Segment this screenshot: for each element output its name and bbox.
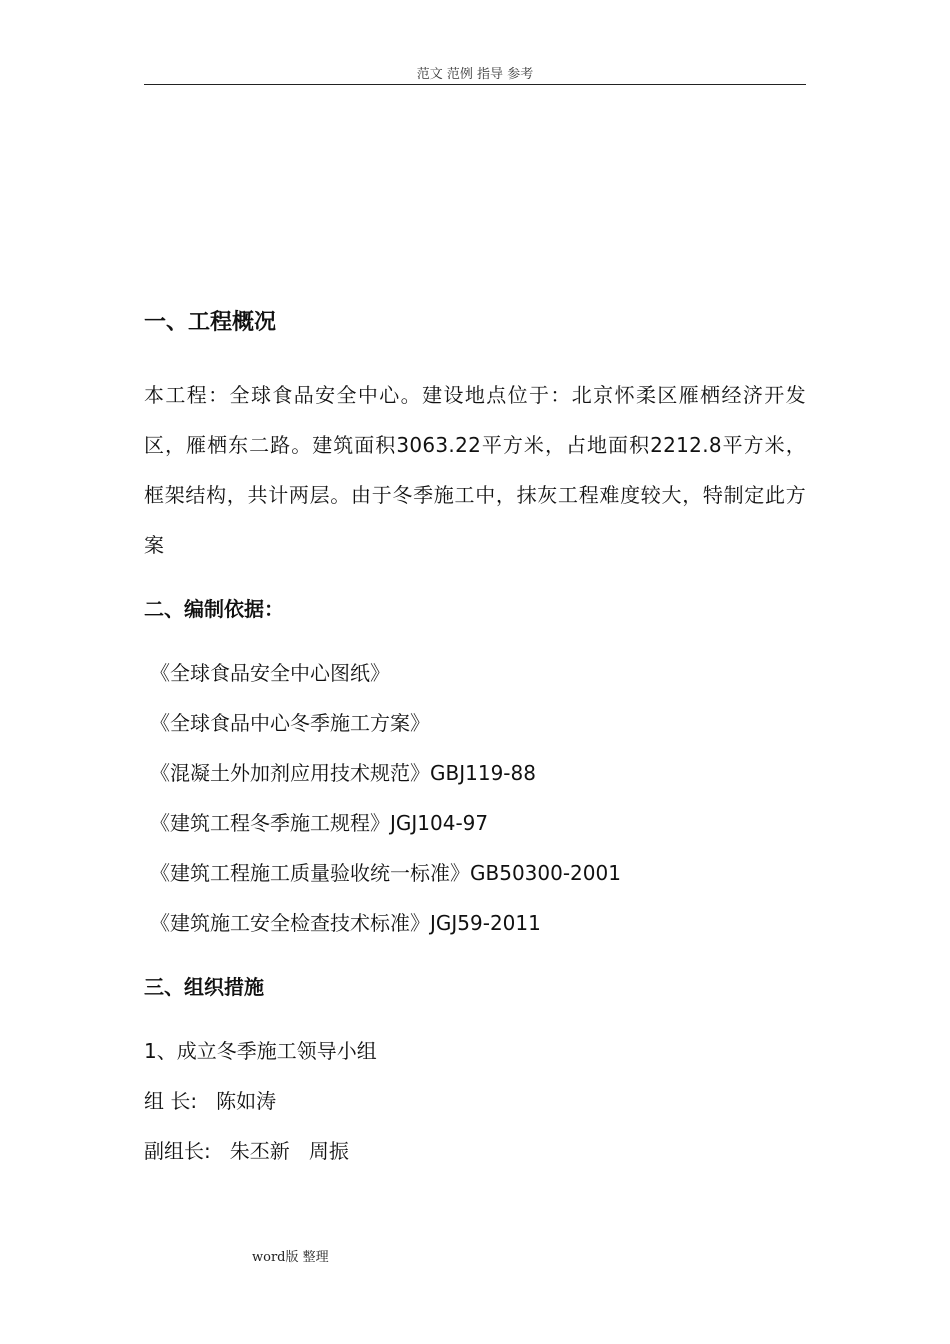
reference-item: 《混凝土外加剂应用技术规范》GBJ119-88: [150, 761, 536, 785]
reference-item: 《建筑施工安全检查技术标准》JGJ59-2011: [150, 911, 541, 935]
section-1-title: 一、工程概况: [144, 310, 277, 335]
reference-item: 《全球食品安全中心图纸》: [150, 661, 390, 685]
reference-item: 《建筑工程冬季施工规程》JGJ104-97: [150, 811, 489, 835]
section-3-title: 三、组织措施: [144, 975, 264, 999]
reference-item: 《全球食品中心冬季施工方案》: [150, 711, 430, 735]
document-body: [144, 300, 806, 1176]
reference-item: 《建筑工程施工质量验收统一标准》GB50300-2001: [150, 861, 621, 885]
reference-list: [144, 648, 806, 948]
section-2-title: 二、编制依据：: [144, 597, 284, 621]
section-1-body: 本工程：全球食品安全中心。建设地点位于：北京怀柔区雁栖经济开发区，雁栖东二路。建筑面积3063.22平方米，占地面积2212.8平方米，框架结构，共计两层。由于冬季施工中，抹灰工程难度较大，特制定此方案: [144, 383, 806, 557]
group-leader: 组 长: 陈如涛: [144, 1089, 277, 1113]
page-header: 范文 范例 指导 参考: [144, 66, 806, 85]
page-footer: word版 整理: [252, 1250, 329, 1265]
section-3-item-1: 1、成立冬季施工领导小组: [144, 1039, 377, 1063]
group-deputy: 副组长: 朱丕新 周振: [144, 1139, 349, 1163]
